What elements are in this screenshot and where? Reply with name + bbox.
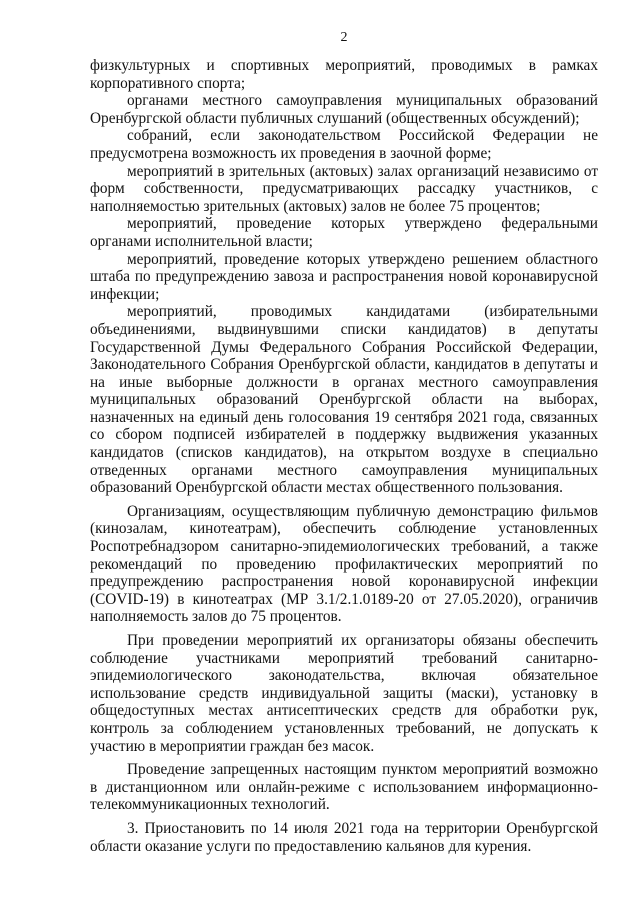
document-body <box>90 57 598 855</box>
paragraph: 3. Приостановить по 14 июля 2021 года на территории Оренбургской области оказание услуги по предоставлению кальянов для курения. <box>90 819 598 855</box>
paragraph: мероприятий, проведение которых утверждено федеральными органами исполнительной власти; <box>90 215 598 250</box>
paragraph: органами местного самоуправления муниципальных образований Оренбургской области публичных слушаний (общественных обсуждений); <box>90 92 598 127</box>
paragraph: собраний, если законодательством Российской Федерации не предусмотрена возможность их проведения в заочной форме; <box>90 127 598 162</box>
page-number: 2 <box>340 30 348 45</box>
document-page <box>90 30 598 855</box>
paragraph: Проведение запрещенных настоящим пунктом мероприятий возможно в дистанционном или онлайн-режиме с использованием информационно-телекоммуникационных технологий. <box>90 761 598 814</box>
paragraph: Организациям, осуществляющим публичную демонстрацию фильмов (кинозалам, кинотеатрам), обеспечить соблюдение установленных Роспотребнадзором санитарно-эпидемиологических требований, а также рекомендаций по проведению профилактических мероприятий по предупреждению распространения новой коронавирусной инфекции (COVID-19) в кинотеатрах (МР 3.1/2.1.0189-20 от 27.05.2020), ограничив наполняемость залов до 75 процентов. <box>90 502 598 626</box>
paragraph: мероприятий, проводимых кандидатами (избирательными объединениями, выдвинувшими списки кандидатов) в депутаты Государственной Думы Федерального Собрания Российской Федерации, Законодательного Собрания Оренбургской области, кандидатов в депутаты и на иные выборные должности в органах местного самоуправления муниципальных образований Оренбургской области на выборах, назначенных на единый день голосования 19 сентября 2021 года, связанных со сбором подписей избирателей в поддержку выдвижения указанных кандидатов (списков кандидатов), на открытом воздухе в специально отведенных органами местного самоуправления муниципальных образований Оренбургской области местах общественного пользования. <box>90 303 598 497</box>
paragraph: мероприятий, проведение которых утверждено решением областного штаба по предупреждению завоза и распространения новой коронавирусной инфекции; <box>90 250 598 303</box>
paragraph: мероприятий в зрительных (актовых) залах организаций независимо от форм собственности, предусматривающих рассадку участников, с наполняемостью зрительных (актовых) залов не более 75 процентов; <box>90 162 598 215</box>
paragraph: При проведении мероприятий их организаторы обязаны обеспечить соблюдение участниками мероприятий требований санитарно-эпидемиологического законодательства, включая обязательное использование средств индивидуальной защиты (маски), установку в общедоступных местах антисептических средств для обработки рук, контроль за соблюдением установленных требований, не допускать к участию в мероприятии граждан без масок. <box>90 632 598 755</box>
paragraph: физкультурных и спортивных мероприятий, проводимых в рамках корпоративного спорта; <box>90 57 598 92</box>
